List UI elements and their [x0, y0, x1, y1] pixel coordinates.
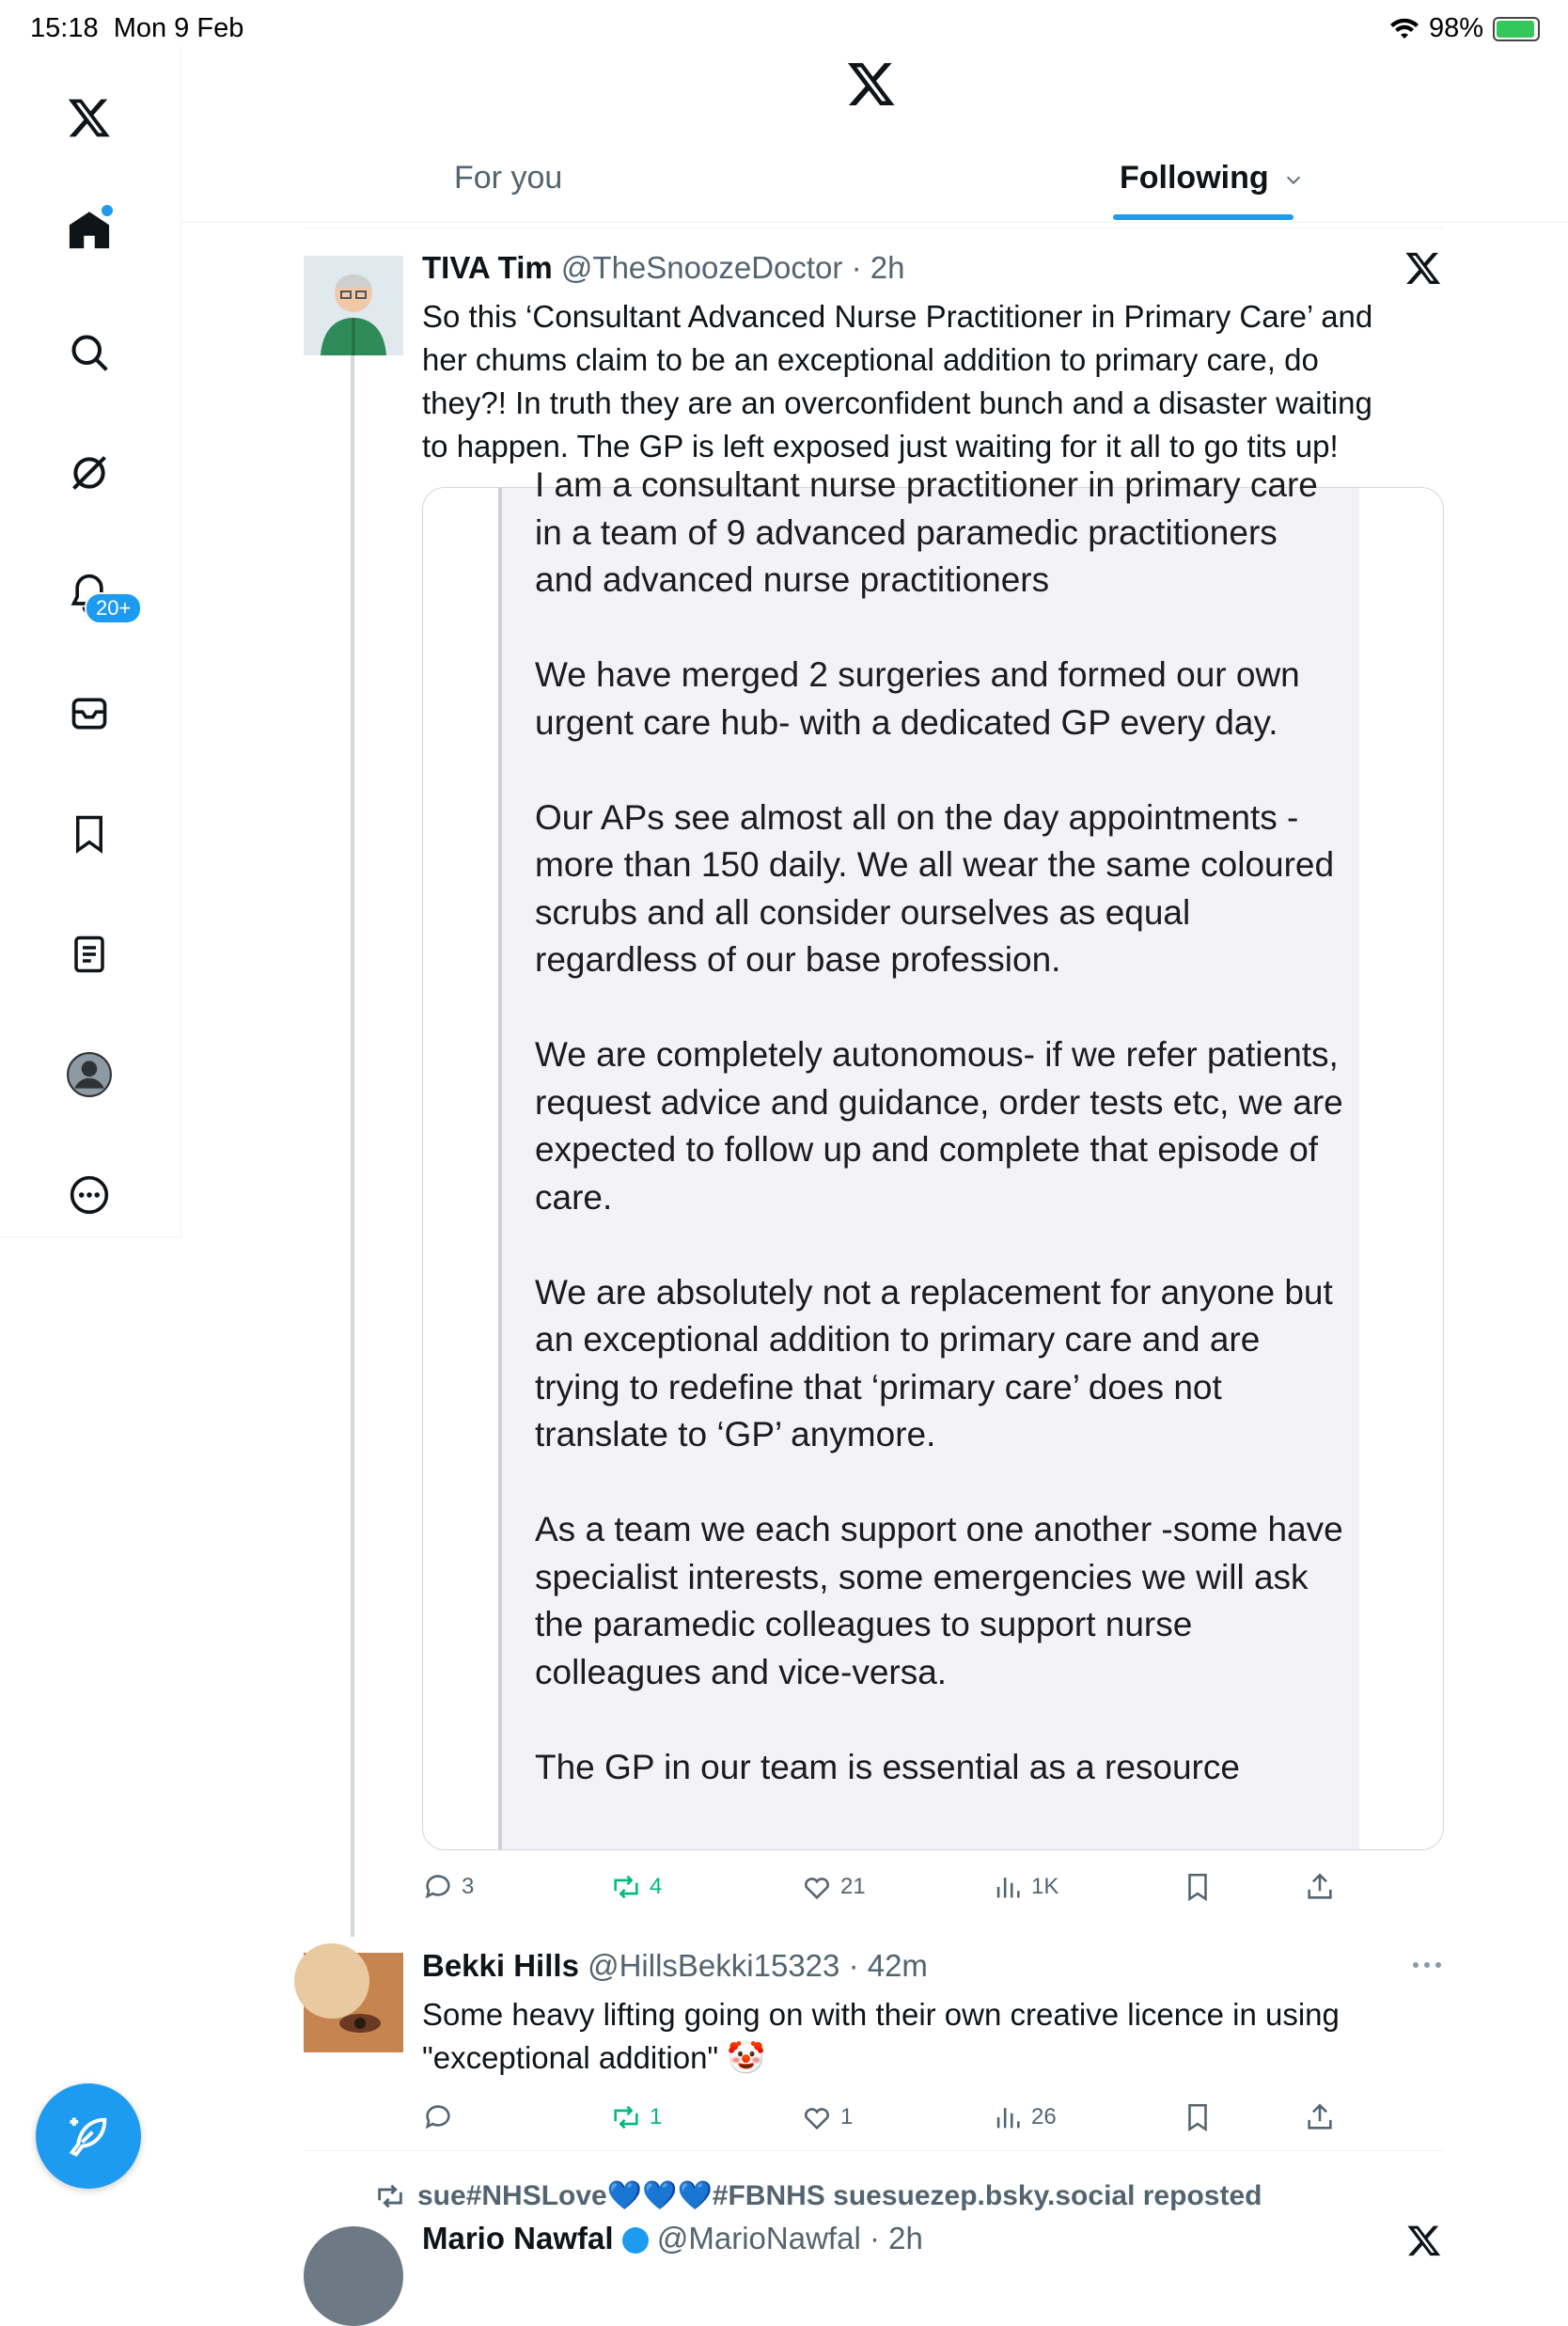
search-icon[interactable] [56, 320, 122, 385]
bookmark-icon [1182, 1871, 1214, 1903]
compose-post-button[interactable] [36, 2083, 141, 2189]
battery-percent: 98% [1428, 13, 1483, 43]
chevron-down-icon[interactable] [1283, 169, 1304, 190]
wifi-icon [1389, 18, 1419, 40]
tweet1-line: they?! In truth they are an overconfident bunch and a disaster waiting [422, 385, 1372, 420]
quote-paragraph: As a team we each support one another -some have specialist interests, some emergencies we will ask the paramedic colleagues to support nurse colleagues and vice-versa. [535, 1510, 1343, 1691]
tweet2-time[interactable]: · 42m [848, 1948, 928, 1983]
tab-following[interactable] [1120, 160, 1304, 196]
tab-following-label: Following [1120, 160, 1269, 196]
share-button[interactable] [1304, 1871, 1336, 1903]
quote-paragraph: Our APs see almost all on the day appointments -more than 150 daily. We all wear the same coloured scrubs and all consider ourselves as equal regardless of our base profession. [535, 797, 1335, 979]
tweet1-grok-x-icon[interactable] [1404, 249, 1442, 291]
compose-feather-icon [64, 2112, 113, 2161]
reply-button[interactable] [422, 1871, 474, 1903]
tweet2-line: Some heavy lifting going on with their own creative licence in using [422, 1997, 1340, 2032]
thread-line [351, 338, 354, 1937]
tweet2-more-icon[interactable] [1410, 1956, 1444, 1979]
tweet1-header [422, 250, 904, 286]
tweet1-author-name[interactable]: TIVA Tim [422, 250, 553, 285]
tweet2-author-name[interactable]: Bekki Hills [422, 1948, 579, 1983]
sidebar [0, 47, 181, 1237]
tweet1-text [422, 295, 1456, 468]
tweet2-header [422, 1948, 928, 1984]
share-button[interactable] [1304, 2101, 1336, 2133]
verified-badge-icon [622, 2227, 649, 2254]
tab-for-you[interactable]: For you [454, 160, 563, 196]
repost-notice[interactable] [374, 2179, 1262, 2212]
more-options-icon[interactable] [56, 1162, 122, 1228]
quoted-screenshot-text [535, 462, 1343, 1839]
bookmark-button[interactable] [1182, 1871, 1214, 1903]
quote-paragraph: I am a consultant nurse practitioner in primary care in a team of 9 advanced paramedic practitioners and advanced nurse practitioners [535, 465, 1318, 599]
tweet1-line: So this ‘Consultant Advanced Nurse Practitioner in Primary Care’ and [422, 299, 1373, 334]
status-time: 15:18 Mon 9 Feb [30, 13, 244, 43]
views-button[interactable] [992, 2101, 1057, 2133]
views-chart-icon [992, 1871, 1024, 1903]
bookmark-icon [1182, 2101, 1214, 2133]
tweet2-line: "exceptional addition" 🤡 [422, 2040, 766, 2075]
profile-avatar-icon[interactable] [56, 1042, 122, 1108]
bookmark-button[interactable] [1182, 2101, 1214, 2133]
quote-paragraph: We are absolutely not a replacement for anyone but an exceptional addition to primary care and are trying to redefine that ‘primary care’ does not translate to ‘GP’ anymore. [535, 1272, 1333, 1454]
tweet3-header [422, 2221, 923, 2256]
grok-icon[interactable] [56, 440, 122, 506]
reply-icon [422, 1871, 454, 1903]
tweet1-time[interactable]: · 2h [851, 250, 905, 285]
notifications-badge: 20+ [85, 592, 142, 624]
tab-active-indicator [1113, 214, 1294, 220]
x-logo-icon[interactable] [56, 85, 122, 150]
repost-icon [374, 2180, 406, 2212]
reply-button[interactable] [422, 2101, 462, 2133]
header-x-logo-icon[interactable] [846, 58, 897, 114]
reply-count: 3 [462, 1874, 475, 1899]
repost-count: 1 [650, 2104, 663, 2130]
repost-button[interactable] [610, 1871, 662, 1903]
like-button[interactable] [801, 1871, 866, 1903]
tweet2-text [422, 1993, 1456, 2080]
repost-count: 4 [650, 1874, 663, 1899]
timeline-tabs [181, 141, 1568, 223]
views-button[interactable] [992, 1871, 1058, 1903]
views-count: 26 [1031, 2104, 1057, 2130]
tweet1-line: her chums claim to be an exceptional addition to primary care, do [422, 342, 1319, 377]
repost-button[interactable] [610, 2101, 662, 2133]
quote-paragraph: We are completely autonomous- if we refer patients, request advice and guidance, order tests etc, we are expected to follow up and complete that episode of care. [535, 1035, 1343, 1217]
reply-icon [422, 2101, 454, 2133]
repost-notice-text: sue#NHSLove💙💙💙#FBNHS suesuezep.bsky.social reposted [417, 2180, 1262, 2211]
like-count: 21 [840, 1874, 866, 1899]
quote-paragraph: We have merged 2 surgeries and formed our own urgent care hub- with a dedicated GP every day. [535, 655, 1300, 742]
views-chart-icon [992, 2101, 1024, 2133]
avatar-bekki-hills[interactable] [304, 1953, 403, 2052]
tweet2-handle[interactable]: @HillsBekki15323 [588, 1948, 840, 1983]
bookmarks-icon[interactable] [56, 801, 122, 867]
tweet-divider [304, 2150, 1444, 2151]
lists-icon[interactable] [56, 921, 122, 987]
quote-paragraph: The GP in our team is essential as a resource [535, 1747, 1240, 1786]
tweet3-grok-x-icon[interactable] [1406, 2223, 1442, 2263]
status-right [1389, 13, 1540, 44]
tweet1-handle[interactable]: @TheSnoozeDoctor [560, 250, 843, 285]
tweet3-handle[interactable]: @MarioNawfal [656, 2221, 861, 2255]
tweet1-media-card[interactable] [422, 465, 1444, 1850]
tweet1-actions [422, 1866, 1447, 1908]
tweet2-actions [422, 2097, 1447, 2138]
quoted-screenshot [498, 465, 1359, 1849]
home-unread-dot [102, 205, 113, 216]
like-count: 1 [840, 2104, 854, 2130]
share-icon [1304, 2101, 1336, 2133]
tweet1-line: to happen. The GP is left exposed just waiting for it all to go tits up! [422, 429, 1339, 464]
heart-icon [801, 1871, 833, 1903]
tweet3-author-name[interactable]: Mario Nawfal [422, 2221, 614, 2255]
heart-icon [801, 2101, 833, 2133]
avatar-tiva-tim[interactable] [304, 256, 403, 355]
avatar-mario-nawfal[interactable] [304, 2226, 403, 2326]
battery-icon [1493, 17, 1540, 41]
repost-icon [610, 1871, 642, 1903]
tweet3-time[interactable]: · 2h [869, 2221, 923, 2255]
messages-icon[interactable] [56, 681, 122, 747]
home-icon[interactable] [56, 197, 122, 263]
share-icon [1304, 1871, 1336, 1903]
repost-icon [610, 2101, 642, 2133]
views-count: 1K [1031, 1874, 1059, 1899]
like-button[interactable] [801, 2101, 853, 2133]
